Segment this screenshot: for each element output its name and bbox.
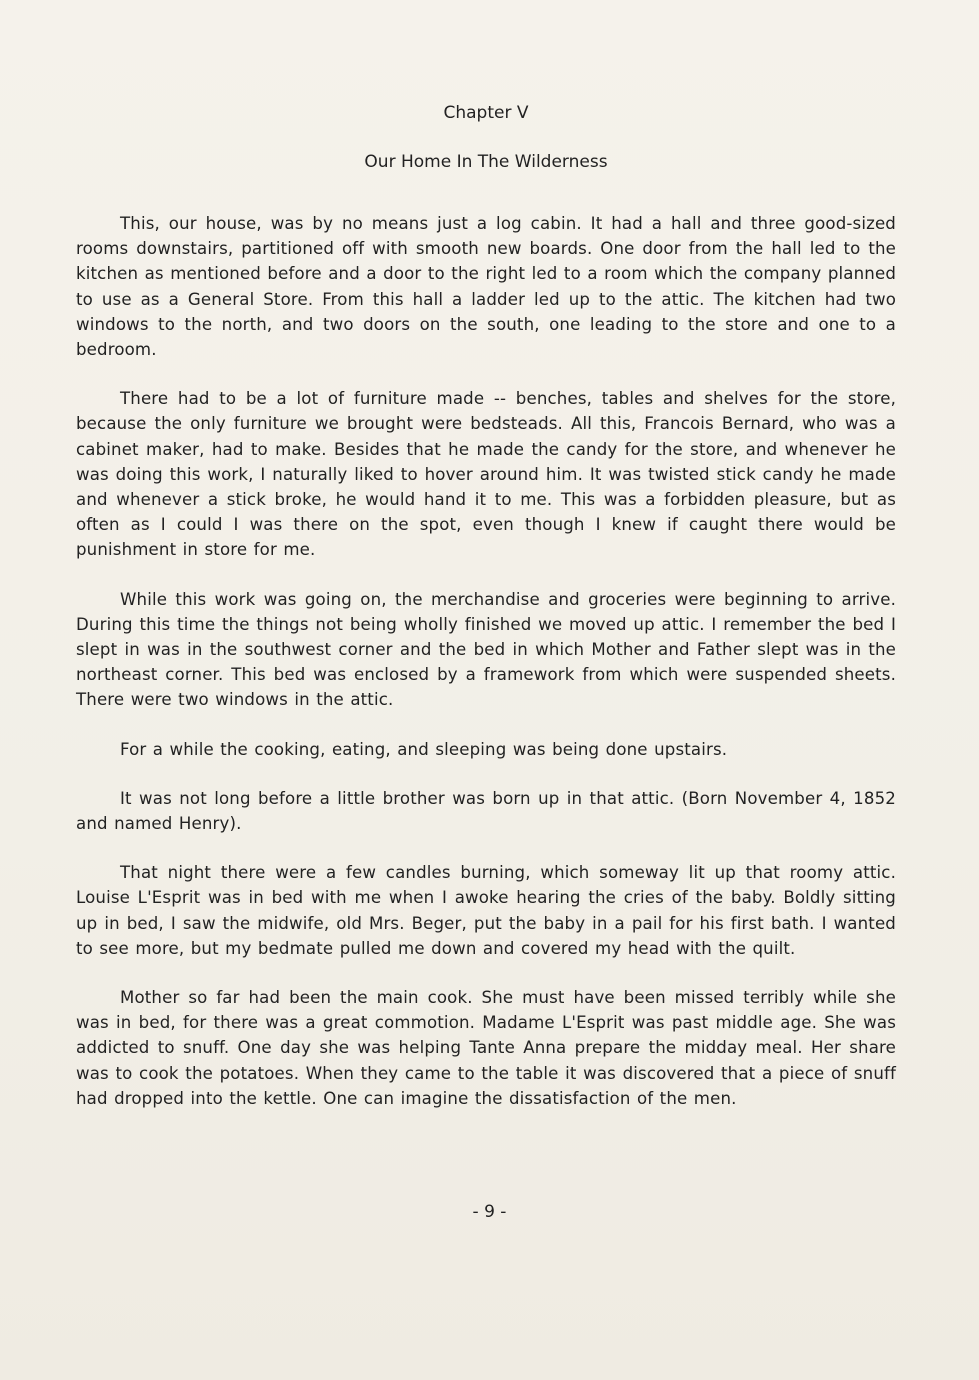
paragraph-cook: Mother so far had been the main cook. She must have been missed terribly while she was in bed, for there was a great commotion. Madame L'Esprit was past middle age. She was addicted to snuff. One day she was helping Tante Anna prepare the midday meal. Her share was to cook the potatoes. When they came to the table it was discovered that a piece of snuff had dropped into the kettle. One can imagine the dissatisfaction of the men.	[76, 988, 896, 1108]
paragraph-furniture: There had to be a lot of furniture made -- benches, tables and shelves for the store, because the only furniture we brought were bedsteads. All this, Francois Bernard, who was a cabinet maker, had to make. Besides that he made the candy for the store, and whenever he was doing this work, I naturally liked to hover around him. It was twisted stick candy he made and whenever a stick broke, he would hand it to me. This was a forbidden pleasure, but as often as I could I was there on the spot, even though I knew if caught there would be punishment in store for me.	[76, 389, 896, 560]
chapter-title: Our Home In The Wilderness	[364, 152, 608, 172]
paragraph-candles: That night there were a few candles burning, which someway lit up that roomy attic. Louise L'Esprit was in bed with me when I awoke hearing the cries of the baby. Boldly sitting up in bed, I saw the midwife, old Mrs. Beger, put the baby in a pail for his first bath. I wanted to see more, but my bedmate pulled me down and covered my head with the quilt.	[76, 863, 896, 958]
paragraph-brother: It was not long before a little brother was born up in that attic. (Born November 4, 1852 and named Henry).	[76, 788, 896, 834]
page-content	[76, 98, 896, 1135]
paragraph-attic: While this work was going on, the merchandise and groceries were beginning to arrive. During this time the things not being wholly finished we moved up attic. I remember the bed I slept in was in the southwest corner and the bed in which Mother and Father slept was in the northeast corner. This bed was enclosed by a framework from which were suspended sheets. There were two windows in the attic.	[76, 589, 896, 710]
chapter-heading: Chapter V	[443, 103, 529, 123]
page-number: - 9 -	[472, 1202, 507, 1222]
paragraph-upstairs: For a while the cooking, eating, and sleeping was being done upstairs.	[120, 739, 728, 759]
paragraph-house: This, our house, was by no means just a log cabin. It had a hall and three good-sized rooms downstairs, partitioned off with smooth new boards. One door from the hall led to the kitchen as mentioned before and a door to the right led to a room which the company planned to use as a General Store. From this hall a ladder led up to the attic. The kitchen had two windows to the north, and two doors on the south, one leading to the store and one to a bedroom.	[76, 214, 896, 360]
